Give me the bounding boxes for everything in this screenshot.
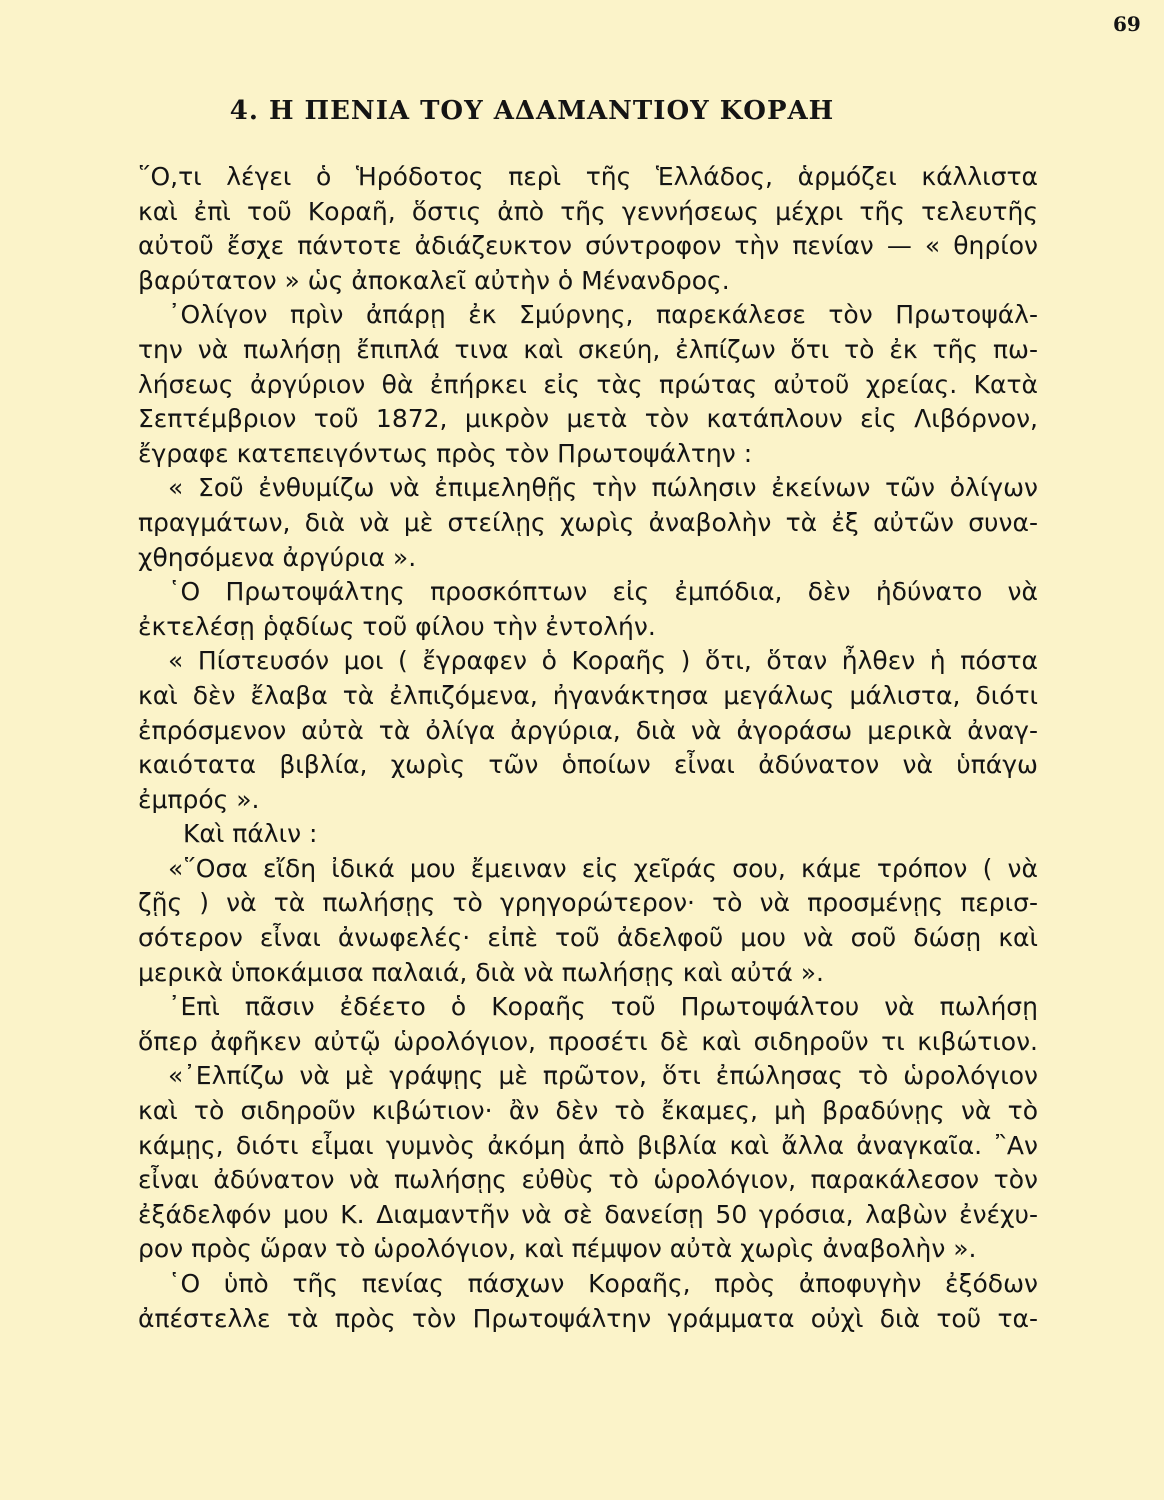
text-line: χθησόμενα ἀργύρια ». [138,542,417,572]
page-number: 69 [1113,12,1141,36]
text-line: ρον πρὸς ὥραν τὸ ὡρολόγιον, καὶ πέμψον αὐτὰ χωρὶς ἀναβολὴν ». [138,1234,977,1264]
text-line: ἐμπρός ». [138,784,260,814]
text-line: καὶ τὸ σιδηροῦν κιβώτιον· ἂν δὲν τὸ ἔκαμες, μὴ βραδύνῃς νὰ τὸ [138,1096,1038,1126]
text-line: ἐπρόσμενον αὐτὰ τὰ ὀλίγα ἀργύρια, διὰ νὰ ἀγοράσω μερικὰ ἀναγ- [138,715,1038,745]
text-line: πραγμάτων, διὰ νὰ μὲ στείλῃς χωρὶς ἀναβολὴν τὰ ἐξ αὐτῶν συνα- [138,507,1038,537]
text-line: καὶ δὲν ἔλαβα τὰ ἐλπιζόμενα, ἠγανάκτησα μεγάλως μάλιστα, διότι [138,680,1038,710]
text-line: Σεπτέμβριον τοῦ 1872, μικρὸν μετὰ τὸν κατάπλουν εἰς Λιβόρνον, [138,404,1038,434]
text-line: ῾Ο Πρωτοψάλτης προσκόπτων εἰς ἐμπόδια, δὲν ἠδύνατο νὰ [168,577,1038,607]
text-line: « Σοῦ ἐνθυμίζω νὰ ἐπιμεληθῇς τὴν πώλησιν ἐκείνων τῶν ὀλίγων [168,473,1038,503]
text-line: την νὰ πωλήσῃ ἔπιπλά τινα καὶ σκεύη, ἐλπίζων ὅτι τὸ ἐκ τῆς πω- [138,334,1038,364]
text-line: ζῇς ) νὰ τὰ πωλήσῃς τὸ γρηγορώτερον· τὸ νὰ προσμένῃς περισ- [138,888,1038,918]
text-line: ἔγραφε κατεπειγόντως πρὸς τὸν Πρωτοψάλτην : [138,438,753,468]
text-line: ὅπερ ἀφῆκεν αὐτῷ ὡρολόγιον, προσέτι δὲ καὶ σιδηροῦν τι κιβώτιον. [138,1026,1038,1056]
text-line: καὶ ἐπὶ τοῦ Κοραῆ, ὅστις ἀπὸ τῆς γεννήσεως μέχρι τῆς τελευτῆς [138,196,1038,226]
text-line: σότερον εἶναι ἀνωφελές· εἰπὲ τοῦ ἀδελφοῦ μου νὰ σοῦ δώσῃ καὶ [138,923,1038,953]
text-line: «῞Οσα εἴδη ἰδικά μου ἔμειναν εἰς χεῖράς σου, κάμε τρόπον ( νὰ [168,853,1038,883]
text-line: λήσεως ἀργύριον θὰ ἐπήρκει εἰς τὰς πρώτας αὐτοῦ χρείας. Κατὰ [138,369,1038,399]
body-text [138,160,1038,1336]
text-line: ἐκτελέσῃ ῥᾳδίως τοῦ φίλου τὴν ἐντολήν. [138,611,656,641]
text-line: ῞Ο,τι λέγει ὁ Ἡρόδοτος περὶ τῆς Ἑλλάδος, ἁρμόζει κάλλιστα [138,162,1038,191]
text-line: βαρύτατον » ὡς ἀποκαλεῖ αὐτὴν ὁ Μένανδρος. [138,265,730,295]
text-line: ῾Ο ὑπὸ τῆς πενίας πάσχων Κοραῆς, πρὸς ἀποφυγὴν ἐξόδων [168,1269,1038,1298]
text-line: ἀπέστελλε τὰ πρὸς τὸν Πρωτοψάλτην γράμματα οὐχὶ διὰ τοῦ τα- [138,1303,1038,1333]
text-line: ᾿Ολίγον πρὶν ἀπάρῃ ἐκ Σμύρνης, παρεκάλεσε τὸν Πρωτοψάλ- [168,300,1038,330]
text-line: κάμῃς, διότι εἶμαι γυμνὸς ἀκόμη ἀπὸ βιβλία καὶ ἄλλα ἀναγκαῖα. ῍Αν [138,1130,1038,1160]
text-line: μερικὰ ὑποκάμισα παλαιά, διὰ νὰ πωλήσῃς καὶ αὐτά ». [138,957,824,987]
text-line: ἐξάδελφόν μου Κ. Διαμαντῆν νὰ σὲ δανείσῃ 50 γρόσια, λαβὼν ἐνέχυ- [138,1199,1038,1229]
text-line: αὐτοῦ ἔσχε πάντοτε ἀδιάζευκτον σύντροφον τὴν πενίαν — « θηρίον [138,231,1038,261]
text-line: καιότατα βιβλία, χωρὶς τῶν ὁποίων εἶναι ἀδύνατον νὰ ὑπάγω [138,750,1038,780]
text-line: ᾿Επὶ πᾶσιν ἐδέετο ὁ Κοραῆς τοῦ Πρωτοψάλτου νὰ πωλήσῃ [168,992,1038,1022]
text-line: « Πίστευσόν μοι ( ἔγραφεν ὁ Κοραῆς ) ὅτι, ὅταν ἦλθεν ἡ πόστα [168,646,1038,676]
text-line: «᾿Ελπίζω νὰ μὲ γράψῃς μὲ πρῶτον, ὅτι ἐπώλησας τὸ ὡρολόγιον [168,1061,1038,1091]
text-line: Καὶ πάλιν : [183,819,318,849]
chapter-title: 4. Η ΠΕΝΙΑ ΤΟΥ ΑΔΑΜΑΝΤΙΟΥ ΚΟΡΑΗ [229,96,835,126]
text-line: εἶναι ἀδύνατον νὰ πωλήσῃς εὐθὺς τὸ ὡρολόγιον, παρακάλεσον τὸν [138,1165,1038,1195]
